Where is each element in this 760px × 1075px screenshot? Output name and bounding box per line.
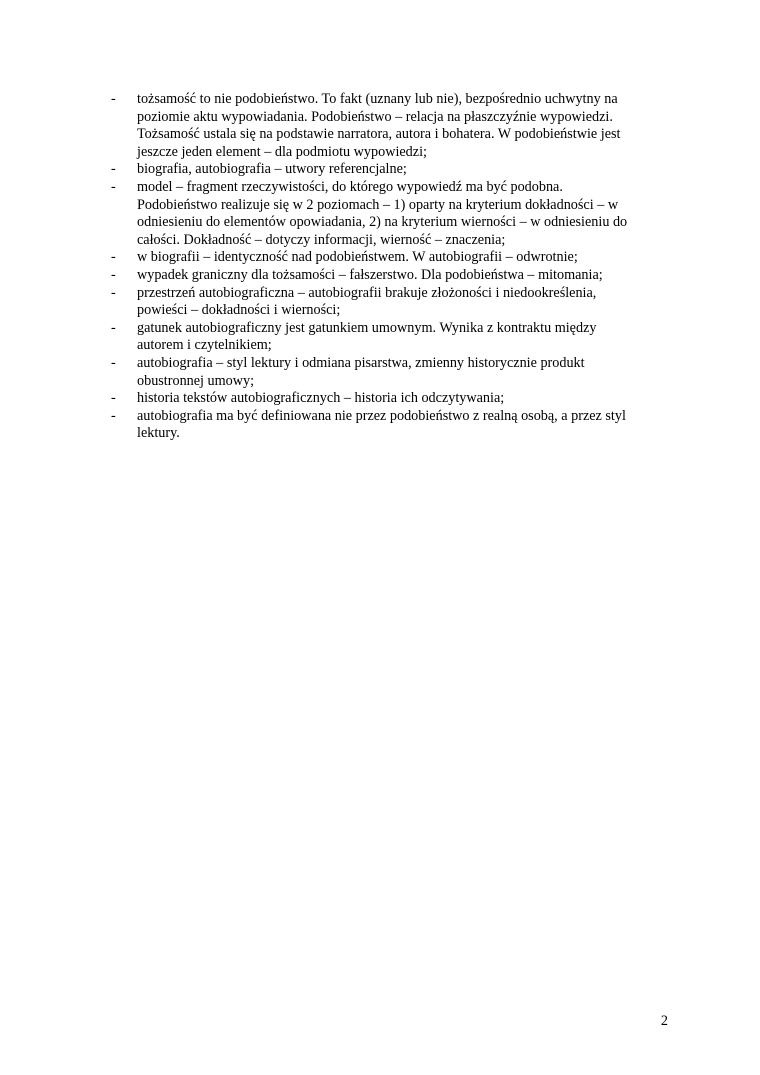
list-item-text: gatunek autobiograficzny jest gatunkiem umownym. Wynika z kontraktu między autorem i czytelnikiem; [137,319,597,354]
list-item [111,91,671,161]
bullet-marker: - [111,91,116,107]
list-item-text: model – fragment rzeczywistości, do którego wypowiedź ma być podobna. Podobieństwo realizuje się w 2 poziomach – 1) oparty na kryterium dokładności – w odniesieniu do elementów opowiadania, 2) na kryterium wierności – w odniesieniu do całości. Dokładność – dotyczy informacji, wierność – znaczenia; [137,178,628,248]
list-item [111,161,671,179]
bullet-marker: - [111,284,116,301]
list-item-text: wypadek graniczny dla tożsamości – fałszerstwo. Dla podobieństwa – mitomania; [137,266,603,283]
bullet-marker: - [111,249,116,266]
list-item [111,249,671,267]
bullet-marker: - [111,407,116,424]
list-item-text: autobiografia – styl lektury i odmiana pisarstwa, zmienny historycznie produkt obustronnej umowy; [137,354,585,389]
list-item [111,355,671,390]
bullet-marker: - [111,178,116,195]
list-item-text: historia tekstów autobiograficznych – historia ich odczytywania; [137,390,505,407]
list-item [111,267,671,285]
list-item [111,285,671,320]
list-item [111,320,671,355]
bullet-list [111,91,671,443]
bullet-marker: - [111,390,116,407]
bullet-marker: - [111,319,116,336]
bullet-marker: - [111,161,116,178]
list-item-text: przestrzeń autobiograficzna – autobiografii brakuje złożoności i niedookreślenia, powieści – dokładności i wierności; [137,284,597,319]
list-item-text: biografia, autobiografia – utwory referencjalne; [137,161,407,178]
list-item-text: w biografii – identyczność nad podobieństwem. W autobiografii – odwrotnie; [137,249,578,266]
list-item-text: tożsamość to nie podobieństwo. To fakt (uznany lub nie), bezpośrednio uchwytny na poziomie aktu wypowiadania. Podobieństwo – relacja na płaszczyźnie wypowiedzi. Tożsamość ustala się na podstawie narratora, autora i bohatera. W podobieństwie jest jeszcze jeden element – dla podmiotu wypowiedzi; [137,91,621,160]
list-item-text: autobiografia ma być definiowana nie przez podobieństwo z realną osobą, a przez styl lektury. [137,407,626,442]
list-item [111,390,671,408]
list-item [111,179,671,249]
bullet-marker: - [111,266,116,283]
list-item [111,408,671,443]
bullet-marker: - [111,354,116,371]
page-number: 2 [660,1013,668,1029]
